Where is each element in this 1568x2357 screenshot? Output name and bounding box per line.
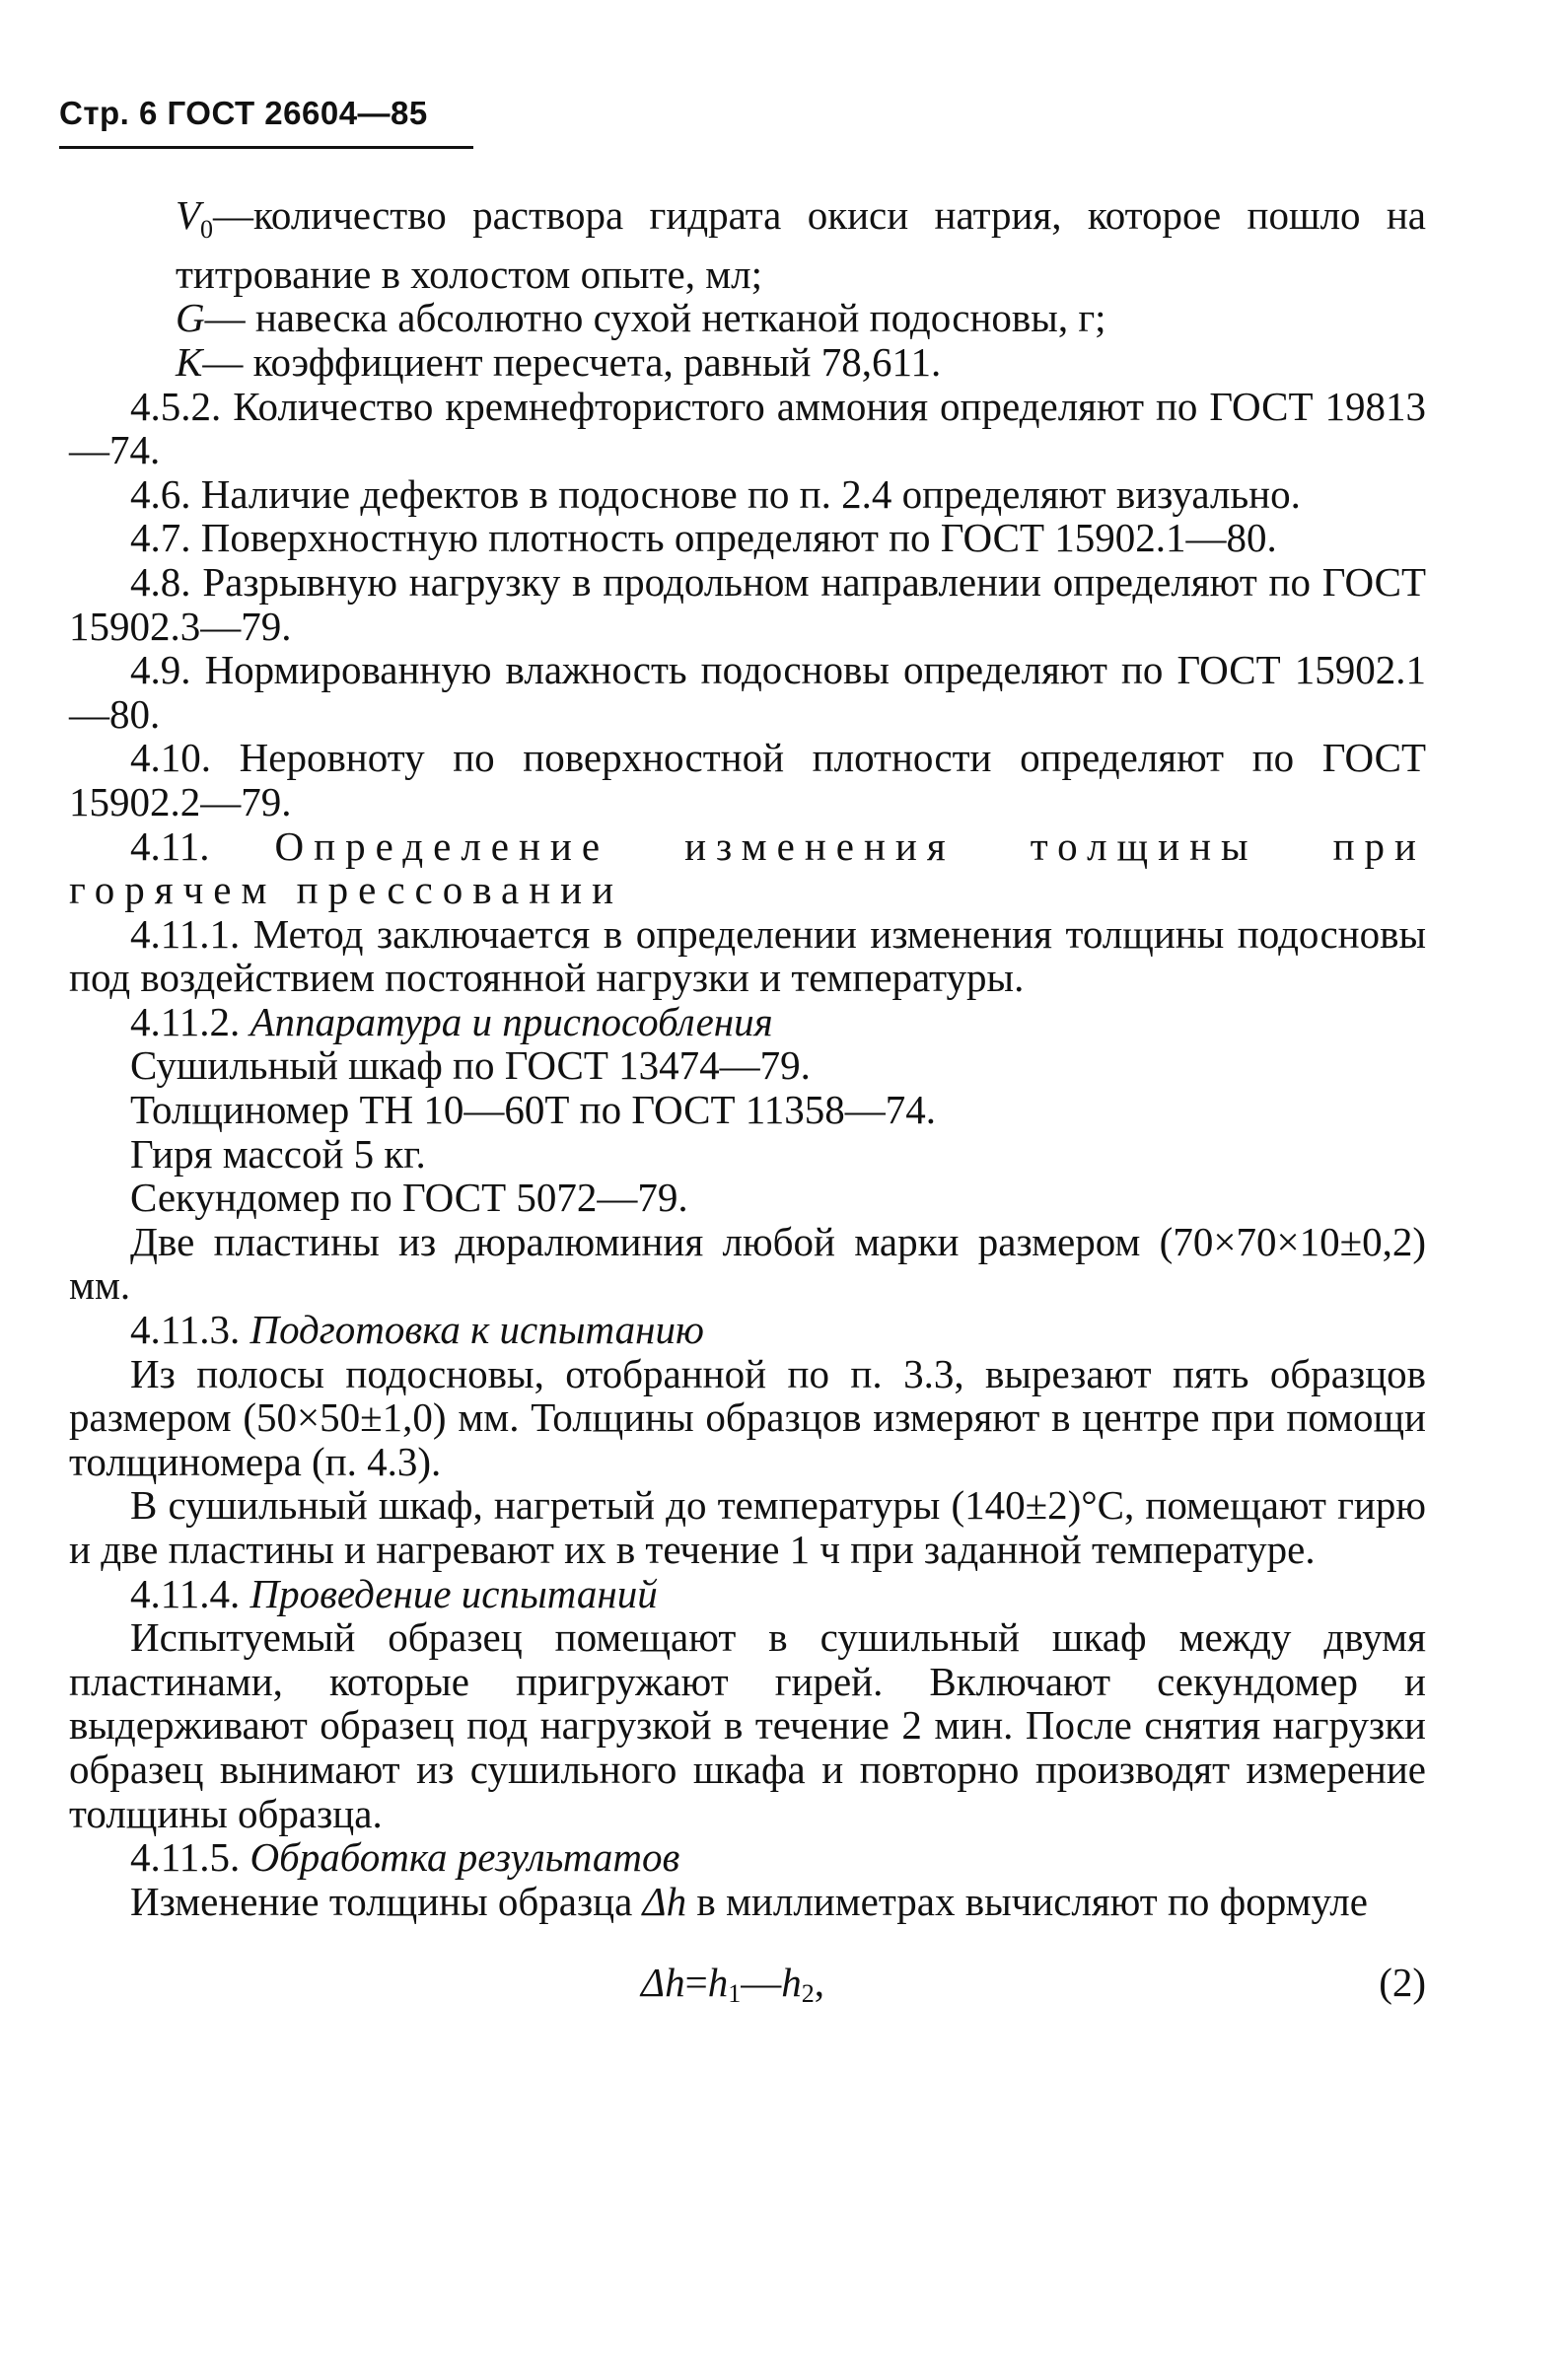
document-body xyxy=(69,193,1426,2020)
definition-g xyxy=(176,296,1426,340)
formula-tail: , xyxy=(814,1960,824,2006)
paragraph-prep-1: Из полосы подосновы, отобранной по п. 3.3, вырезают пять образцов размером (50×50±1,0) мм. Толщины образцов измеряют в центре при помощи толщиномера (п. 4.3). xyxy=(69,1350,1426,1484)
paragraph-4-8: 4.8. Разрывную нагрузку в продольном направлении определяют по ГОСТ 15902.3—79. xyxy=(69,558,1426,649)
formula-h2: h xyxy=(781,1960,802,2006)
paragraph-4-6: 4.6. Наличие дефектов в подоснове по п. 2.4 определяют визуально. xyxy=(130,470,1301,517)
formula-lhs: Δh xyxy=(641,1960,685,2006)
equipment-item: Секундомер по ГОСТ 5072—79. xyxy=(130,1175,688,1221)
section-title: Определение изменения толщины при горячем прессовании xyxy=(69,822,1426,913)
definition-symbol: K xyxy=(176,338,203,385)
definition-v0 xyxy=(176,193,1426,296)
section-4-11-2-heading xyxy=(69,1000,1426,1044)
standard-number: ГОСТ 26604—85 xyxy=(167,95,428,131)
page-label: Стр. 6 xyxy=(59,95,158,131)
section-title: Проведение испытаний xyxy=(249,1570,658,1616)
definition-k xyxy=(176,340,1426,385)
paragraph-4-7: 4.7. Поверхностную плотность определяют по ГОСТ 15902.1—80. xyxy=(130,515,1277,561)
paragraph-4-11-1: 4.11.1. Метод заключается в определении изменения толщины подосновы под воздействием постоянной нагрузки и температуры. xyxy=(69,910,1426,1001)
calc-text: в миллиметрах вычисляют по формуле xyxy=(686,1878,1368,1924)
calc-text: Изменение толщины образца xyxy=(130,1878,643,1924)
section-number: 4.11.4. xyxy=(130,1570,241,1616)
formula-number: (2) xyxy=(1379,1960,1426,2006)
paragraph-prep-2: В сушильный шкаф, нагретый до температуры (140±2)°С, помещают гирю и две пластины и нагревают их в течение 1 ч при заданной температуре. xyxy=(69,1482,1426,1572)
definition-symbol: G xyxy=(176,295,205,341)
page-header xyxy=(59,95,428,132)
section-4-11-4-heading xyxy=(69,1572,1426,1616)
definition-text: —количество раствора гидрата окиси натрия, которое пошло на титрование в холостом опыте, мл; xyxy=(176,192,1426,297)
section-4-11-heading xyxy=(69,824,1426,912)
equipment-item: Гиря массой 5 кг. xyxy=(130,1130,426,1177)
header-divider xyxy=(59,146,473,149)
formula-row xyxy=(69,1961,1426,2020)
formula-h1-sub: 1 xyxy=(728,1979,742,2009)
section-number: 4.11.5. xyxy=(130,1834,241,1881)
section-title: Обработка результатов xyxy=(249,1834,680,1881)
section-number: 4.11. xyxy=(130,822,210,869)
equipment-item: Толщиномер ТН 10—60Т по ГОСТ 11358—74. xyxy=(130,1087,936,1133)
section-number: 4.11.3. xyxy=(130,1307,241,1353)
definition-text: — коэффициент пересчета, равный 78,611. xyxy=(202,338,942,385)
formula-minus: — xyxy=(741,1960,782,2006)
paragraph-test-1: Испытуемый образец помещают в сушильный шкаф между двумя пластинами, которые пригружают гирей. Включают секундомер и выдерживают образец под нагрузкой в течение 2 мин. После снятия нагрузки образец вынимают из сушильного шкафа и повторно производят измерение толщины образца. xyxy=(69,1614,1426,1836)
formula-h1: h xyxy=(707,1960,729,2006)
paragraph-4-9: 4.9. Нормированную влажность подосновы определяют по ГОСТ 15902.1—80. xyxy=(69,647,1426,737)
paragraph-calc xyxy=(69,1880,1426,1924)
definition-text: — навеска абсолютно сухой нетканой подосновы, г; xyxy=(204,295,1106,341)
formula-h2-sub: 2 xyxy=(801,1979,815,2009)
paragraph-4-10: 4.10. Неровноту по поверхностной плотности определяют по ГОСТ 15902.2—79. xyxy=(69,735,1426,824)
calc-symbol: Δh xyxy=(642,1878,687,1924)
paragraph-4-5-2: 4.5.2. Количество кремнефтористого аммония определяют по ГОСТ 19813—74. xyxy=(69,383,1426,473)
equipment-plates: Две пластины из дюралюминия любой марки размером (70×70×10±0,2) мм. xyxy=(69,1218,1426,1309)
section-number: 4.11.2. xyxy=(130,998,241,1044)
formula-eq: = xyxy=(684,1960,708,2006)
section-4-11-5-heading xyxy=(69,1835,1426,1880)
definition-subscript: 0 xyxy=(200,215,214,245)
definition-symbol: V xyxy=(176,192,201,238)
equipment-item: Сушильный шкаф по ГОСТ 13474—79. xyxy=(130,1042,811,1089)
formula xyxy=(641,1961,824,2017)
section-title: Подготовка к испытанию xyxy=(249,1307,704,1353)
section-4-11-3-heading xyxy=(69,1308,1426,1352)
section-title: Аппаратура и приспособления xyxy=(249,998,773,1044)
